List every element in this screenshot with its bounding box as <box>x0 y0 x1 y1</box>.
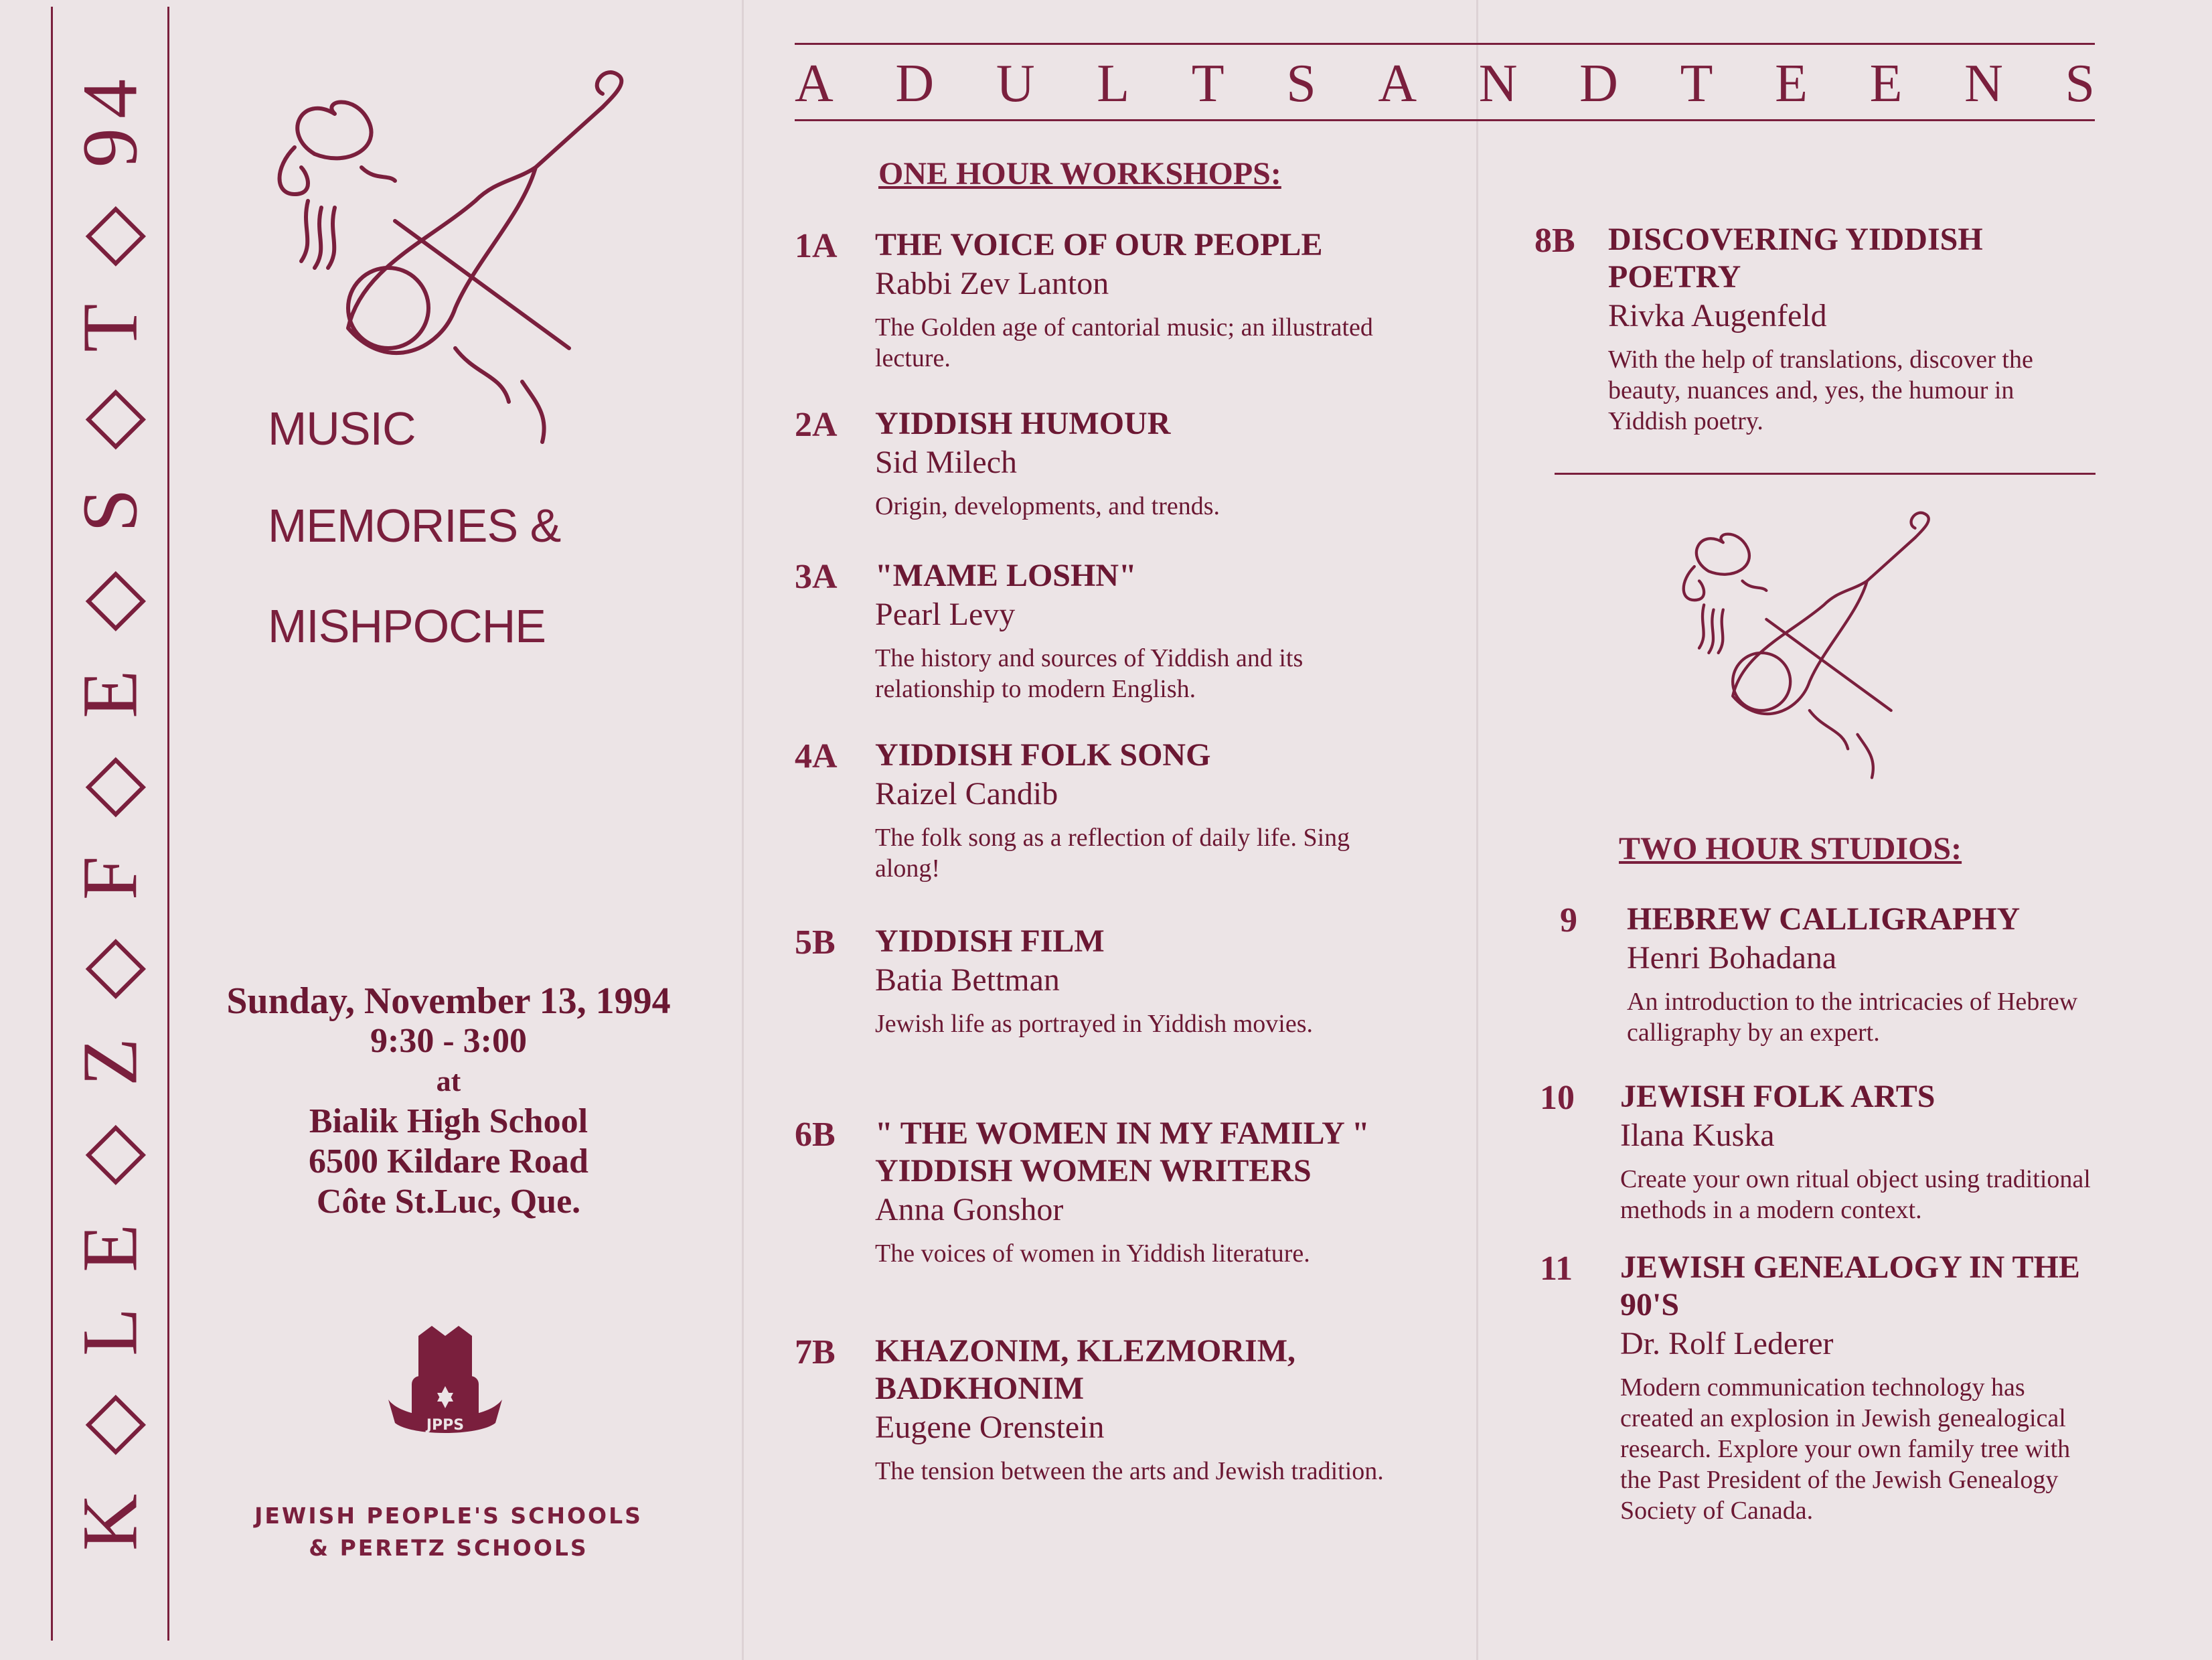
org-line-2: & PERETZ SCHOOLS <box>309 1535 588 1561</box>
workshop-description: The folk song as a reflection of daily life. Sing along! <box>875 824 1350 883</box>
studio-description: Modern communication technology has created an explosion in Jewish genealogical research. Explore your own family tree with the Past President of the Jewish Genealogy Society of Canada. <box>1620 1373 2071 1525</box>
workshop-presenter: Pearl Levy <box>875 597 1016 632</box>
vertical-event-title: K ◇ L E ◇ Z ◇ F ◇ E ◇ S ◇ T ◇ 94 <box>66 70 154 1551</box>
right-panel-divider <box>1555 473 2096 475</box>
klezmer-illustration-small-icon <box>1660 509 1968 797</box>
event-time: 9:30 - 3:00 <box>370 1022 527 1060</box>
event-address: 6500 Kildare Road <box>309 1142 588 1181</box>
workshop-title: " THE WOMEN IN MY FAMILY " YIDDISH WOMEN WRITERS <box>875 1116 1370 1189</box>
studio-title: JEWISH GENEALOGY IN THE 90'S <box>1620 1250 2080 1323</box>
workshop-presenter: Eugene Orenstein <box>875 1410 1105 1445</box>
workshop-number: 2A <box>795 406 838 444</box>
workshop-title: KHAZONIM, KLEZMORIM, BADKHONIM <box>875 1333 1296 1406</box>
event-venue: Bialik High School <box>309 1102 588 1140</box>
studio-description: Create your own ritual object using traditional methods in a modern context. <box>1620 1165 2091 1224</box>
header-letter: A <box>795 54 834 113</box>
two-hour-heading: TWO HOUR STUDIOS: <box>1619 831 1962 866</box>
header-letter: D <box>895 54 935 113</box>
logo-text: JPPS <box>426 1417 465 1434</box>
event-date: Sunday, November 13, 1994 <box>226 980 671 1022</box>
header-letter: S <box>1286 54 1316 113</box>
cover-title-line-3: MISHPOCHE <box>268 600 546 652</box>
studio-presenter: Henri Bohadana <box>1627 940 1837 976</box>
workshop-number: 7B <box>795 1333 836 1371</box>
vertical-rule-left <box>51 7 53 1641</box>
workshop-number: 6B <box>795 1116 836 1154</box>
org-line-1: JEWISH PEOPLE'S SCHOOLS <box>254 1503 643 1529</box>
header-letter: N <box>1478 54 1518 113</box>
workshop-number: 1A <box>795 227 838 265</box>
header-letter: E <box>1775 54 1808 113</box>
header-letter: U <box>996 54 1035 113</box>
header-rule-top <box>795 43 2095 45</box>
studio-number: 11 <box>1540 1250 1573 1288</box>
event-details <box>194 981 703 1222</box>
workshop-presenter: Anna Gonshor <box>875 1192 1064 1227</box>
header-letter: D <box>1579 54 1618 113</box>
workshop-presenter: Rabbi Zev Lanton <box>875 266 1109 301</box>
workshop-title: YIDDISH FILM <box>875 923 1105 959</box>
header-letter: E <box>1869 54 1903 113</box>
one-hour-heading: ONE HOUR WORKSHOPS: <box>878 156 1281 192</box>
event-city: Côte St.Luc, Que. <box>316 1183 581 1221</box>
event-at: at <box>436 1065 461 1098</box>
fold-line-right <box>1476 0 1478 1660</box>
workshop-description: The voices of women in Yiddish literature. <box>875 1239 1310 1268</box>
studio-number: 10 <box>1540 1079 1575 1117</box>
studio-description: An introduction to the intricacies of Hebrew calligraphy by an expert. <box>1627 988 2078 1047</box>
cover-title-line-1: MUSIC <box>268 402 416 455</box>
header-letter: N <box>1964 54 2003 113</box>
workshop-presenter: Batia Bettman <box>875 962 1060 998</box>
workshop-number: 8B <box>1534 222 1575 260</box>
workshop-description: The tension between the arts and Jewish tradition. <box>875 1457 1384 1485</box>
workshop-number: 5B <box>795 923 836 962</box>
workshop-title: DISCOVERING YIDDISH POETRY <box>1608 222 1983 295</box>
workshop-number: 3A <box>795 558 838 596</box>
workshop-description: Jewish life as portrayed in Yiddish movies. <box>875 1010 1313 1038</box>
studio-title: JEWISH FOLK ARTS <box>1620 1079 1936 1114</box>
vertical-rule-right <box>167 7 169 1641</box>
workshop-description: The history and sources of Yiddish and its relationship to modern English. <box>875 644 1304 703</box>
workshop-presenter: Rivka Augenfeld <box>1608 298 1827 333</box>
header-letter: L <box>1097 54 1130 113</box>
organization-name <box>194 1500 703 1564</box>
header-rule-bottom <box>795 119 2095 121</box>
header-letter: A <box>1378 54 1417 113</box>
workshop-title: YIDDISH FOLK SONG <box>875 737 1211 773</box>
workshop-title: THE VOICE OF OUR PEOPLE <box>875 227 1323 262</box>
workshop-description: Origin, developments, and trends. <box>875 492 1220 520</box>
header-letter: T <box>1191 54 1224 113</box>
header-letter: S <box>2065 54 2095 113</box>
workshop-presenter: Sid Milech <box>875 445 1017 480</box>
studio-title: HEBREW CALLIGRAPHY <box>1627 901 2021 937</box>
header-title <box>795 54 2095 115</box>
fold-line-left <box>742 0 744 1660</box>
cover-title-line-2: MEMORIES & <box>268 500 561 552</box>
workshop-number: 4A <box>795 737 838 775</box>
studio-presenter: Dr. Rolf Lederer <box>1620 1326 1834 1361</box>
workshop-description: With the help of translations, discover the beauty, nuances and, yes, the humour in Yiddish poetry. <box>1608 346 2033 435</box>
workshop-presenter: Raizel Candib <box>875 776 1058 812</box>
jpps-logo-icon <box>378 1323 512 1456</box>
workshop-description: The Golden age of cantorial music; an illustrated lecture. <box>875 313 1373 372</box>
studio-presenter: Ilana Kuska <box>1620 1118 1775 1153</box>
workshop-title: "MAME LOSHN" <box>875 558 1137 593</box>
workshop-title: YIDDISH HUMOUR <box>875 406 1171 441</box>
header-letter: T <box>1680 54 1713 113</box>
studio-number: 9 <box>1560 901 1577 939</box>
